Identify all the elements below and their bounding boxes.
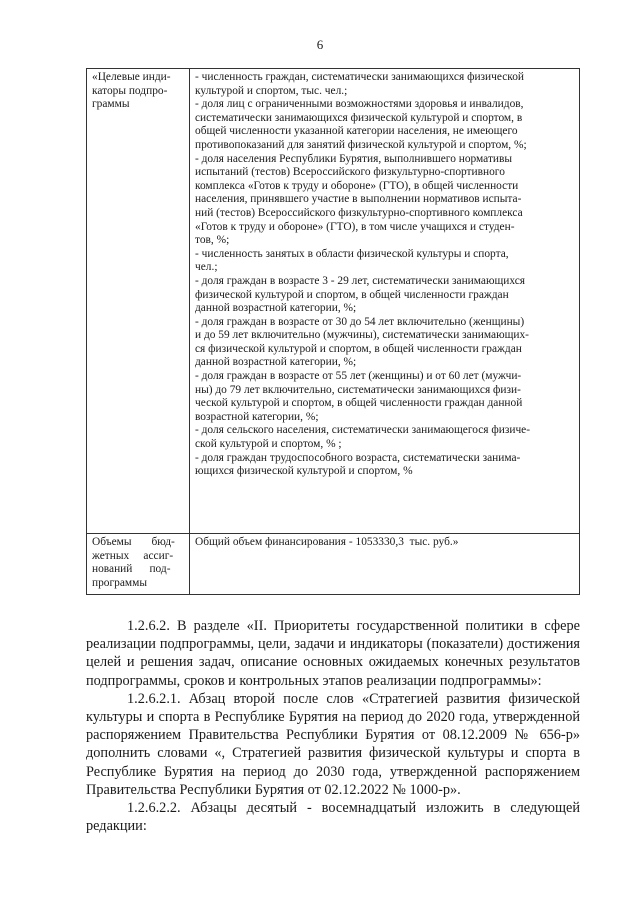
paragraph-1-2-6-2-1: 1.2.6.2.1. Абзац второй после слов «Стратегией развития физической культуры и спорта в Республике Бурятия на период до 2020 года, утвержденной распоряжением Правительства Республики Бурятия от 08.12.2009 № 656-р» дополнить словами «, Стратегией развития физической культуры и спорта в Республике Бурятия на период до 2030 года, утвержденной распоряжением Правительства Республики Бурятия от 02.12.2022 № 1000-р».	[86, 690, 580, 798]
financing-total-text: Общий объем финансирования - 1053330,3 тыс. руб.»	[195, 536, 459, 548]
indicator-line: - доля сельского населения, систематически занимающегося физиче-	[195, 424, 531, 437]
page-number: 6	[316, 37, 324, 52]
label-line: «Целевые инди-	[92, 71, 171, 83]
indicator-line: - численность занятых в области физической культуры и спорта,	[195, 247, 509, 260]
indicator-line: испытаний (тестов) Всероссийского физкультурно-спортивного	[195, 166, 505, 179]
table-row-budget-allocations	[87, 534, 580, 595]
indicator-line: ны) до 79 лет включительно, систематически занимающихся физи-	[195, 383, 521, 396]
row-content-target-indicators	[190, 69, 580, 534]
label-line: жетных ассиг-	[92, 549, 174, 562]
label-line: программы	[92, 576, 147, 589]
indicator-line: физической культурой и спортом, в общей численности граждан	[195, 288, 509, 301]
label-line: Объемы бюд-	[92, 536, 175, 548]
indicator-line: - доля граждан в возрасте от 55 лет (женщины) и от 60 лет (мужчи-	[195, 370, 522, 383]
indicator-line: - доля населения Республики Бурятия, выполнившего нормативы	[195, 152, 513, 165]
subprogram-passport-table	[86, 68, 580, 595]
indicator-line: - численность граждан, систематически занимающихся физической	[195, 71, 525, 83]
indicator-line: чел.;	[195, 261, 218, 274]
label-line: нований под-	[92, 563, 171, 576]
indicator-line: - доля граждан в возрасте от 30 до 54 лет включительно (женщины)	[195, 315, 525, 328]
label-line: граммы	[92, 98, 130, 111]
indicator-line: культурой и спортом, тыс. чел.;	[195, 84, 348, 97]
indicator-line: комплекса «Готов к труду и обороне» (ГТО), в общей численности	[195, 179, 519, 192]
document-body	[86, 617, 580, 835]
indicator-line: систематически занимающихся физической культурой и спортом, в	[195, 111, 523, 124]
paragraph-1-2-6-2-2: 1.2.6.2.2. Абзацы десятый - восемнадцатый изложить в следующей редакции:	[86, 800, 580, 835]
indicator-line: ющихся физической культурой и спортом, %	[195, 465, 413, 478]
indicator-line: населения, принявшего участие в выполнении нормативов испыта-	[195, 193, 522, 206]
indicator-line: ческой культурой и спортом, в общей численности граждан данной	[195, 397, 523, 410]
indicator-line: - доля граждан в возрасте 3 - 29 лет, систематически занимающихся	[195, 274, 526, 287]
indicator-line: «Готов к труду и обороне» (ГТО), в том числе учащихся и студен-	[195, 220, 515, 233]
indicator-line: общей численности указанной категории населения, не имеющего	[195, 125, 518, 138]
row-content-budget-allocations	[190, 534, 580, 595]
indicator-line: противопоказаний для занятий физической культурой и спортом, %;	[195, 138, 527, 151]
indicator-line: - доля лиц с ограниченными возможностями здоровья и инвалидов,	[195, 98, 524, 111]
indicator-line: - доля граждан трудоспособного возраста, систематически занима-	[195, 451, 521, 464]
row-label-target-indicators	[87, 69, 190, 534]
indicator-line: тов, %;	[195, 234, 230, 247]
indicator-line: данной возрастной категории, %;	[195, 356, 357, 369]
indicator-line: и до 59 лет включительно (мужчины), систематически занимающих-	[195, 329, 529, 342]
indicator-line: ся физической культурой и спортом, в общей численности граждан	[195, 342, 522, 355]
indicator-line: ний (тестов) Всероссийского физкультурно-спортивного комплекса	[195, 206, 523, 219]
paragraph-1-2-6-2: 1.2.6.2. В разделе «II. Приоритеты государственной политики в сфере реализации подпрограммы, цели, задачи и индикаторы (показатели) достижения целей и решения задач, описание основных ожидаемых конечных результатов подпрограммы, сроков и контрольных этапов реализации подпрограммы»:	[86, 618, 580, 689]
label-line: каторы подпро-	[92, 84, 168, 97]
row-label-budget-allocations	[87, 534, 190, 595]
indicator-line: ской культурой и спортом, % ;	[195, 438, 342, 451]
indicator-line: возрастной категории, %;	[195, 410, 319, 423]
table-row-target-indicators	[87, 69, 580, 534]
indicator-line: данной возрастной категории, %;	[195, 302, 357, 315]
